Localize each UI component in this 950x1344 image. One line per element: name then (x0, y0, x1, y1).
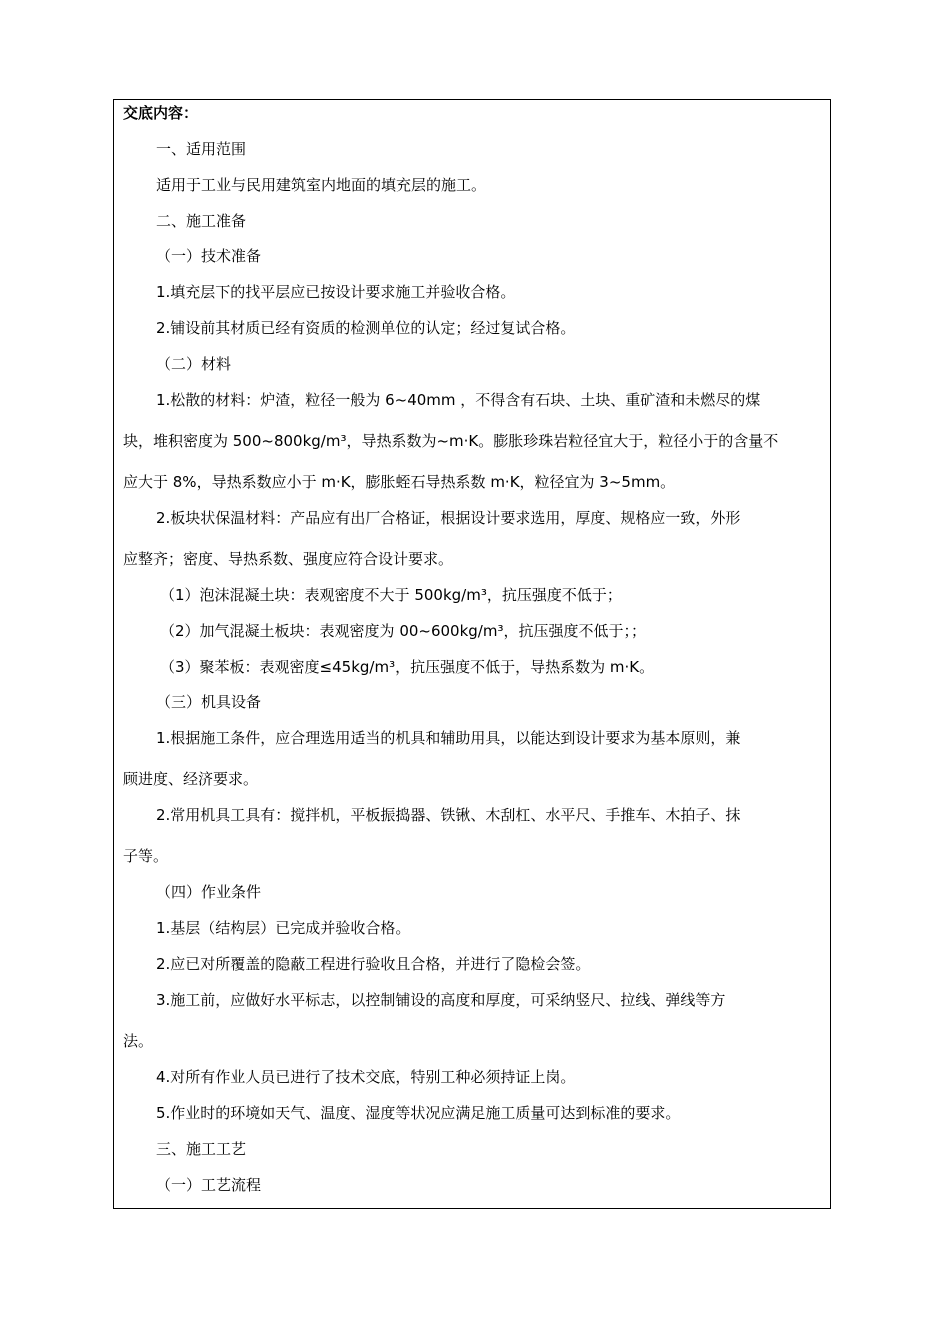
subheading-technical: （一）技术准备 (156, 247, 262, 265)
paragraph-line: 2.板块状保温材料：产品应有出厂合格证，根据设计要求选用，厚度、规格应一致，外形 (156, 509, 741, 527)
subheading-equipment: （三）机具设备 (156, 693, 262, 711)
paragraph-line: 应大于 8%，导热系数应小于 m·K，膨胀蛭石导热系数 m·K，粒径宜为 3~5mm。 (123, 473, 676, 491)
paragraph-line: 1.松散的材料：炉渣，粒径一般为 6~40mm ，不得含有石块、土块、重矿渣和未燃尽的煤 (156, 391, 761, 409)
paragraph-line: 2.常用机具工具有：搅拌机，平板振捣器、铁锹、木刮杠、水平尺、手推车、木拍子、抹 (156, 806, 741, 824)
heading-process: 三、施工工艺 (156, 1140, 247, 1158)
paragraph-line: 1.填充层下的找平层应已按设计要求施工并验收合格。 (156, 283, 516, 301)
heading-scope: 一、适用范围 (156, 140, 247, 158)
heading-preparation: 二、施工准备 (156, 212, 247, 230)
paragraph-line: 2.铺设前其材质已经有资质的检测单位的认定；经过复试合格。 (156, 319, 576, 337)
paragraph-line: 2.应已对所覆盖的隐蔽工程进行验收且合格，并进行了隐检会签。 (156, 955, 591, 973)
paragraph-line: 1.根据施工条件，应合理选用适当的机具和辅助用具，以能达到设计要求为基本原则，兼 (156, 729, 741, 747)
paragraph-line: 子等。 (123, 847, 169, 865)
section-header: 交底内容： (123, 104, 199, 122)
paragraph-line: 适用于工业与民用建筑室内地面的填充层的施工。 (156, 176, 487, 194)
subheading-conditions: （四）作业条件 (156, 883, 262, 901)
paragraph-line: 5.作业时的环境如天气、温度、湿度等状况应满足施工质量可达到标准的要求。 (156, 1104, 681, 1122)
paragraph-line: 块，堆积密度为 500~800kg/m³，导热系数为~m·K。膨胀珍珠岩粒径宜大于，粒径小于的含量不 (123, 432, 779, 450)
paragraph-line: 法。 (123, 1032, 154, 1050)
subheading-materials: （二）材料 (156, 355, 232, 373)
paragraph-line: （2）加气混凝土板块：表观密度为 00~600kg/m³，抗压强度不低于；； (160, 622, 646, 640)
paragraph-line: 3.施工前，应做好水平标志，以控制铺设的高度和厚度，可采纳竖尺、拉线、弹线等方 (156, 991, 726, 1009)
paragraph-line: 4.对所有作业人员已进行了技术交底，特别工种必须持证上岗。 (156, 1068, 576, 1086)
paragraph-line: 应整齐；密度、导热系数、强度应符合设计要求。 (123, 550, 454, 568)
paragraph-line: （3）聚苯板：表观密度≤45kg/m³，抗压强度不低于，导热系数为 m·K。 (160, 658, 655, 676)
paragraph-line: 1.基层（结构层）已完成并验收合格。 (156, 919, 411, 937)
paragraph-line: （1）泡沫混凝土块：表观密度不大于 500kg/m³，抗压强度不低于； (160, 586, 622, 604)
subheading-workflow: （一）工艺流程 (156, 1176, 262, 1194)
paragraph-line: 顾进度、经济要求。 (123, 770, 259, 788)
